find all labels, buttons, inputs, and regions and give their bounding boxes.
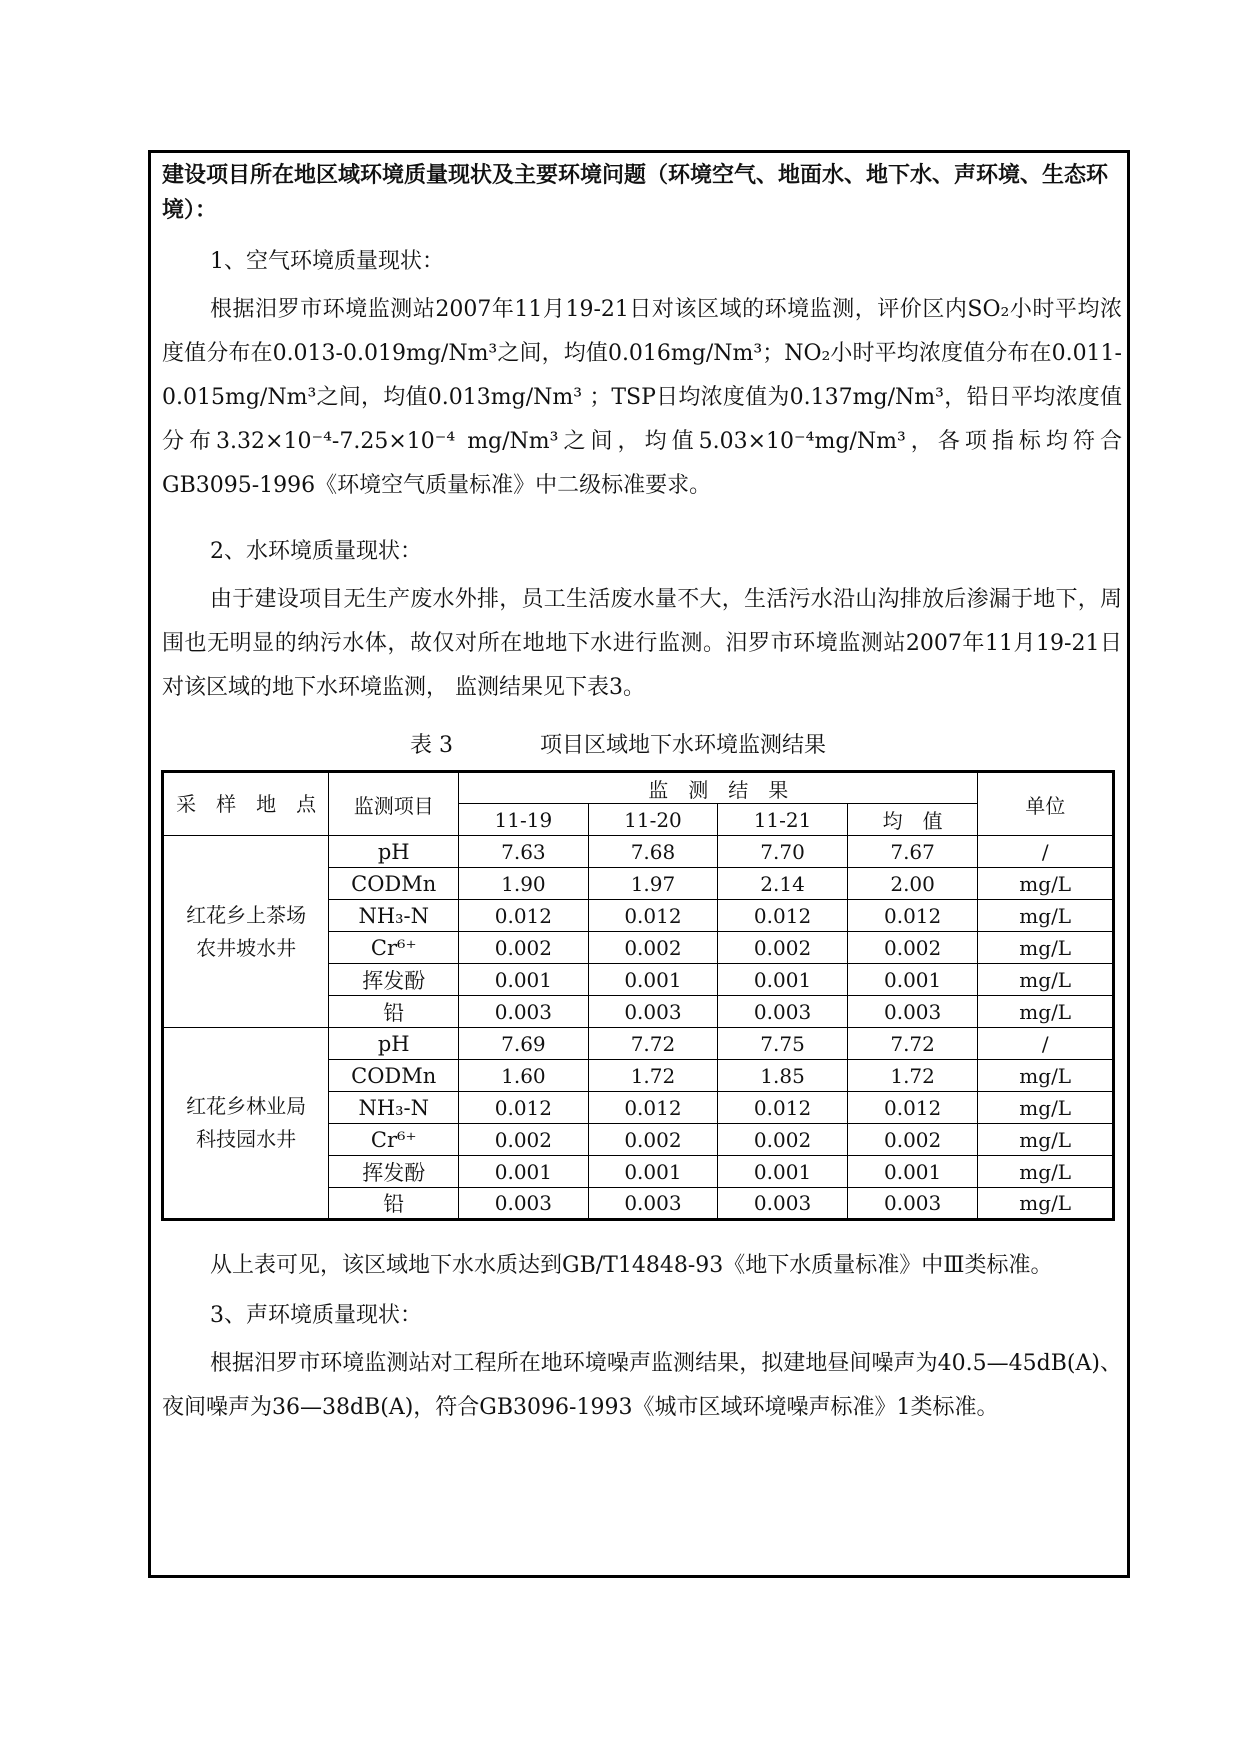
cell-v1: 0.003: [459, 1188, 589, 1220]
cell-v3: 0.003: [718, 996, 848, 1028]
cell-avg: 0.012: [847, 900, 978, 932]
cell-unit: /: [978, 836, 1114, 868]
table-row: [163, 1028, 1114, 1060]
cell-v2: 0.001: [588, 1156, 718, 1188]
cell-unit: mg/L: [978, 996, 1114, 1028]
table-conclusion: 从上表可见，该区域地下水水质达到GB/T14848-93《地下水质量标准》中Ⅲ类标准。: [210, 1253, 1053, 1278]
cell-v3: 1.85: [718, 1060, 848, 1092]
cell-unit: mg/L: [978, 1156, 1114, 1188]
cell-v3: 0.012: [718, 900, 848, 932]
cell-item: 铅: [329, 996, 459, 1028]
cell-v1: 0.001: [459, 1156, 589, 1188]
date-col-avg: 均 值: [847, 804, 978, 836]
cell-v3: 7.70: [718, 836, 848, 868]
cell-item: 挥发酚: [329, 964, 459, 996]
cell-v1: 0.001: [459, 964, 589, 996]
cell-v2: 0.012: [588, 1092, 718, 1124]
section3-body: 根据汨罗市环境监测站对工程所在地环境噪声监测结果，拟建地昼间噪声为40.5—45dB(A)、夜间噪声为36—38dB(A)，符合GB3096-1993《城市区域环境噪声标准》1类标准。: [162, 1351, 1122, 1420]
section2-title: 2、水环境质量现状：: [210, 539, 422, 564]
cell-avg: 0.001: [847, 1156, 978, 1188]
cell-avg: 0.002: [847, 1124, 978, 1156]
section1-title: 1、空气环境质量现状：: [210, 249, 444, 274]
cell-avg: 7.67: [847, 836, 978, 868]
cell-v1: 0.002: [459, 932, 589, 964]
cell-v2: 7.68: [588, 836, 718, 868]
cell-v1: 0.002: [459, 1124, 589, 1156]
cell-v2: 0.012: [588, 900, 718, 932]
cell-unit: mg/L: [978, 1092, 1114, 1124]
cell-v2: 0.003: [588, 1188, 718, 1220]
cell-unit: /: [978, 1028, 1114, 1060]
cell-item: pH: [329, 1028, 459, 1060]
date-col-3: 11-21: [718, 804, 848, 836]
cell-item: pH: [329, 836, 459, 868]
cell-v1: 1.60: [459, 1060, 589, 1092]
cell-v1: 0.003: [459, 996, 589, 1028]
cell-avg: 0.003: [847, 996, 978, 1028]
cell-v1: 7.69: [459, 1028, 589, 1060]
cell-avg: 1.72: [847, 1060, 978, 1092]
cell-unit: mg/L: [978, 1188, 1114, 1220]
table-row: [163, 836, 1114, 868]
cell-avg: 7.72: [847, 1028, 978, 1060]
cell-item: CODMn: [329, 868, 459, 900]
cell-unit: mg/L: [978, 1060, 1114, 1092]
cell-avg: 0.012: [847, 1092, 978, 1124]
cell-avg: 2.00: [847, 868, 978, 900]
cell-avg: 0.001: [847, 964, 978, 996]
cell-v1: 1.90: [459, 868, 589, 900]
cell-v3: 0.001: [718, 1156, 848, 1188]
table-title: 项目区域地下水环境监测结果: [540, 733, 827, 758]
header-results: 监 测 结 果: [459, 772, 978, 804]
section3-title: 3、声环境质量现状：: [210, 1303, 422, 1328]
date-col-1: 11-19: [459, 804, 589, 836]
cell-unit: mg/L: [978, 868, 1114, 900]
header-item: 监测项目: [329, 772, 459, 836]
section1-body: 根据汨罗市环境监测站2007年11月19-21日对该区域的环境监测，评价区内SO₂小时平均浓度值分布在0.013-0.019mg/Nm³之间，均值0.016mg/Nm³；NO₂小时平均浓度值分布在0.011-0.015mg/Nm³之间，均值0.013mg/Nm³ ；TSP日均浓度值为0.137mg/Nm³，铅日平均浓度值分布3.32×10⁻⁴-7.25×10⁻⁴ mg/Nm³之间，均值5.03×10⁻⁴mg/Nm³，各项指标均符合GB3095-1996《环境空气质量标准》中二级标准要求。: [162, 297, 1122, 498]
cell-v2: 7.72: [588, 1028, 718, 1060]
cell-v2: 0.003: [588, 996, 718, 1028]
cell-v2: 1.97: [588, 868, 718, 900]
sampling-location: 红花乡林业局科技园水井: [163, 1028, 329, 1220]
cell-v1: 0.012: [459, 900, 589, 932]
cell-item: 挥发酚: [329, 1156, 459, 1188]
cell-v1: 0.012: [459, 1092, 589, 1124]
cell-v2: 0.001: [588, 964, 718, 996]
section2-body: 由于建设项目无生产废水外排，员工生活废水量不大，生活污水沿山沟排放后渗漏于地下，周围也无明显的纳污水体，故仅对所在地地下水进行监测。汨罗市环境监测站2007年11月19-21日对该区域的地下水环境监测， 监测结果见下表3。: [162, 587, 1122, 700]
cell-v3: 0.002: [718, 1124, 848, 1156]
cell-v3: 0.003: [718, 1188, 848, 1220]
cell-unit: mg/L: [978, 900, 1114, 932]
cell-unit: mg/L: [978, 964, 1114, 996]
header-unit: 单位: [978, 772, 1114, 836]
monitoring-table: [161, 770, 1115, 1221]
cell-item: NH₃-N: [329, 1092, 459, 1124]
cell-item: NH₃-N: [329, 900, 459, 932]
cell-avg: 0.002: [847, 932, 978, 964]
cell-item: Cr⁶⁺: [329, 1124, 459, 1156]
cell-item: CODMn: [329, 1060, 459, 1092]
cell-item: 铅: [329, 1188, 459, 1220]
table-header-row: [163, 772, 1114, 804]
cell-v2: 0.002: [588, 1124, 718, 1156]
date-col-2: 11-20: [588, 804, 718, 836]
header-location: 采 样 地 点: [163, 772, 329, 836]
cell-v2: 1.72: [588, 1060, 718, 1092]
sampling-location: 红花乡上茶场农井坡水井: [163, 836, 329, 1028]
cell-unit: mg/L: [978, 932, 1114, 964]
table-label: 表 3: [410, 733, 453, 758]
cell-v3: 0.012: [718, 1092, 848, 1124]
cell-v3: 2.14: [718, 868, 848, 900]
cell-unit: mg/L: [978, 1124, 1114, 1156]
cell-v2: 0.002: [588, 932, 718, 964]
cell-v3: 0.001: [718, 964, 848, 996]
cell-avg: 0.003: [847, 1188, 978, 1220]
cell-v1: 7.63: [459, 836, 589, 868]
cell-v3: 0.002: [718, 932, 848, 964]
cell-item: Cr⁶⁺: [329, 932, 459, 964]
section-heading: 建设项目所在地区域环境质量现状及主要环境问题（环境空气、地面水、地下水、声环境、生态环境）：: [162, 162, 1109, 223]
cell-v3: 7.75: [718, 1028, 848, 1060]
